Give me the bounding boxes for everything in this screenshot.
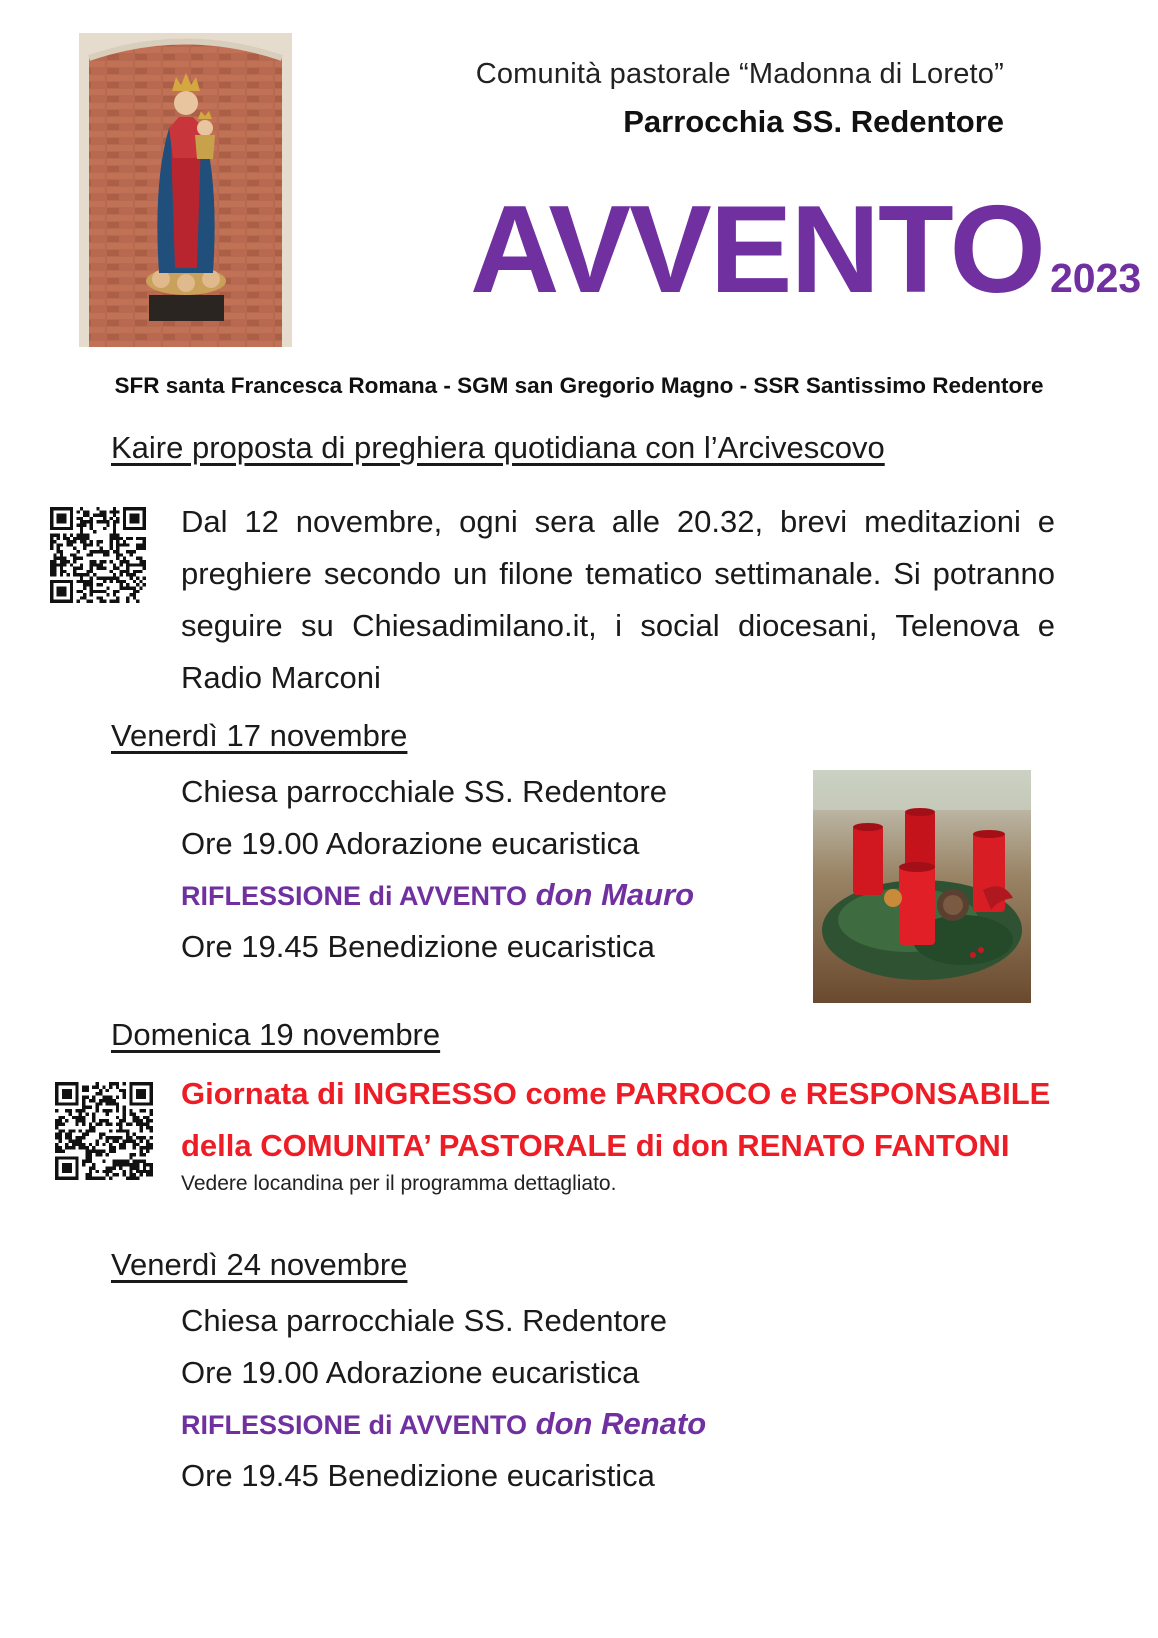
reflection-speaker: don Mauro — [535, 877, 695, 912]
title-block — [470, 181, 1142, 319]
event-location: Chiesa parrocchiale SS. Redentore — [181, 1303, 667, 1338]
kaire-heading: Kaire proposta di preghiera quotidiana con l’Arcivescovo — [111, 430, 885, 465]
ingresso-announcement — [181, 1068, 1050, 1172]
event-adoration-time: Ore 19.00 Adorazione eucaristica — [181, 825, 640, 861]
event-blessing-time: Ore 19.45 Benedizione eucaristica — [181, 928, 655, 964]
event-location: Chiesa parrocchiale SS. Redentore — [181, 774, 667, 809]
reflection-label: RIFLESSIONE di AVVENTO — [181, 881, 528, 911]
reflection-label: RIFLESSIONE di AVVENTO — [181, 1410, 528, 1440]
venerdi-17-details — [181, 766, 694, 972]
community-name: Comunità pastorale “Madonna di Loreto” — [475, 58, 1004, 90]
kaire-qr-code-icon — [50, 507, 146, 603]
venerdi-17-heading: Venerdì 17 novembre — [111, 718, 408, 753]
parishes-subtitle: SFR santa Francesca Romana - SGM san Gregorio Magno - SSR Santissimo Redentore — [114, 373, 1044, 398]
event-reflection — [181, 869, 694, 921]
event-reflection — [181, 1398, 706, 1450]
page-title: AVVENTO — [470, 181, 1044, 319]
venerdi-24-heading: Venerdì 24 novembre — [111, 1247, 408, 1282]
parish-name: Parrocchia SS. Redentore — [623, 104, 1004, 139]
madonna-statue-photo — [79, 33, 292, 347]
domenica-19-heading: Domenica 19 novembre — [111, 1017, 441, 1052]
event-adoration-time: Ore 19.00 Adorazione eucaristica — [181, 1354, 640, 1390]
ingresso-line-2: della COMUNITA’ PASTORALE di don RENATO FANTONI — [181, 1128, 1010, 1163]
title-year: 2023 — [1049, 255, 1142, 301]
reflection-speaker: don Renato — [535, 1406, 707, 1441]
event-blessing-time: Ore 19.45 Benedizione eucaristica — [181, 1457, 655, 1493]
program-note: Vedere locandina per il programma dettagliato. — [181, 1172, 617, 1195]
domenica-qr-code-icon — [55, 1082, 153, 1180]
ingresso-line-1: Giornata di INGRESSO come PARROCO e RESPONSABILE — [181, 1076, 1051, 1111]
kaire-description: Dal 12 novembre, ogni sera alle 20.32, brevi meditazioni e preghiere secondo un filone tematico settimanale. Si potranno seguire su Chiesadimilano.it, i social diocesani, Telenova e Radio Marconi — [181, 504, 1055, 695]
venerdi-24-details — [181, 1295, 706, 1501]
advent-wreath-photo — [813, 770, 1031, 1003]
